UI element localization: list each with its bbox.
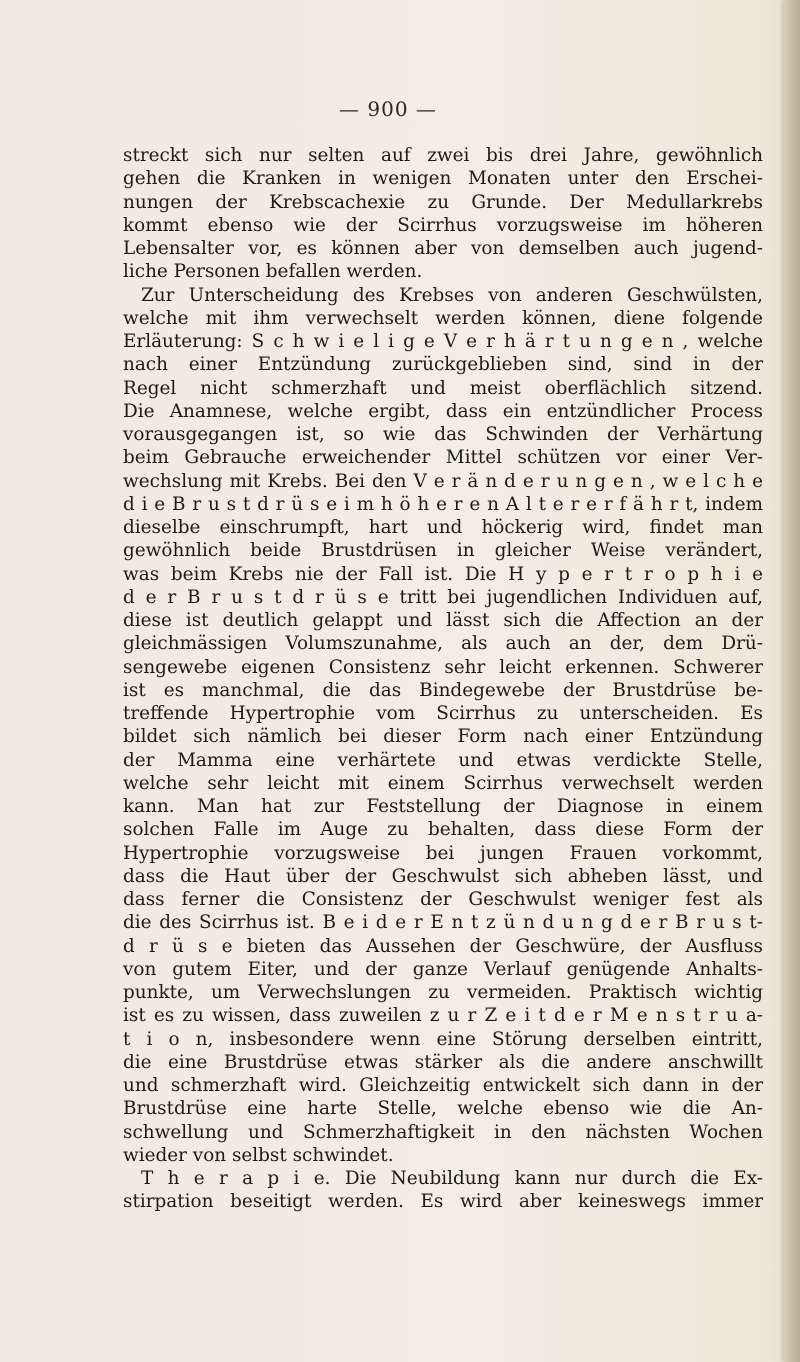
text-line: der Mamma eine verhärtete und etwas verdickte Stelle, (123, 749, 763, 771)
text-line: solchen Falle im Auge zu behalten, dass diese Form der (123, 819, 763, 841)
text-line: gewöhnlich beide Brustdrüsen in gleicher Weise verändert, (123, 540, 763, 562)
text-line: Die Anamnese, welche ergibt, dass ein entzündlicher Process (123, 400, 763, 422)
body-text (123, 144, 763, 1214)
page-number: — 900 — (339, 97, 437, 121)
text-line: ist es zu wissen, dass zuweilen z u r Z e i t d e r M e n s t r u a- (123, 1005, 763, 1027)
text-line: welche mit ihm verwechselt werden können, diene folgende (123, 307, 763, 329)
text-line: von gutem Eiter, und der ganze Verlauf genügende Anhalts- (123, 958, 763, 980)
text-line: und schmerzhaft wird. Gleichzeitig entwickelt sich dann in der (123, 1075, 763, 1096)
text-line: dass die Haut über der Geschwulst sich abheben lässt, und (123, 865, 763, 887)
text-line: t i o n, insbesondere wenn eine Störung derselben eintritt, (123, 1028, 763, 1050)
text-line: Lebensalter vor, es können aber von demselben auch jugend- (123, 238, 763, 259)
text-line: welche sehr leicht mit einem Scirrhus verwechselt werden (123, 772, 763, 794)
text-line: beim Gebrauche erweichender Mittel schützen vor einer Ver- (123, 447, 763, 469)
text-line: stirpation beseitigt werden. Es wird aber keineswegs immer (123, 1191, 763, 1213)
text-line: dieselbe einschrumpft, hart und höckerig wird, findet man (123, 517, 763, 538)
text-line: treffende Hypertrophie vom Scirrhus zu unterscheiden. Es (123, 703, 763, 724)
text-line: nungen der Krebscachexie zu Grunde. Der Medullarkrebs (123, 191, 763, 213)
text-line: schwellung und Schmerzhaftigkeit in den nächsten Wochen (123, 1121, 763, 1143)
text-line: diese ist deutlich gelappt und lässt sich die Affection an der (123, 610, 763, 631)
text-line: sengewebe eigenen Consistenz sehr leicht erkennen. Schwerer (123, 656, 763, 678)
page-edge (784, 0, 800, 1362)
text-line: Regel nicht schmerzhaft und meist oberflächlich sitzend. (123, 377, 763, 399)
text-line: Erläuterung: S c h w i e l i g e V e r h ä r t u n g e n , welche (123, 331, 763, 352)
text-line: was beim Krebs nie der Fall ist. Die H y p e r t r o p h i e (123, 563, 763, 585)
text-line: dass ferner die Consistenz der Geschwulst weniger fest als (123, 889, 763, 910)
text-line: die des Scirrhus ist. B e i d e r E n t z ü n d u n g d e r B r u s t- (123, 912, 763, 934)
text-line: streckt sich nur selten auf zwei bis drei Jahre, gewöhnlich (123, 145, 763, 166)
text-line: d e r B r u s t d r ü s e tritt bei jugendlichen Individuen auf, (123, 586, 763, 608)
text-line: vorausgegangen ist, so wie das Schwinden der Verhärtung (123, 424, 763, 445)
text-line: punkte, um Verwechslungen zu vermeiden. Praktisch wichtig (123, 982, 763, 1003)
text-line: d r ü s e bieten das Aussehen der Geschwüre, der Ausfluss (123, 935, 763, 957)
text-line: Zur Unterscheidung des Krebses von anderen Geschwülsten, (141, 284, 763, 306)
text-line: Brustdrüse eine harte Stelle, welche ebenso wie die An- (123, 1098, 763, 1120)
text-line: T h e r a p i e. Die Neubildung kann nur durch die Ex- (141, 1168, 763, 1189)
text-line: d i e B r u s t d r ü s e i m h ö h e r e n A l t e r e r f ä h r t, indem (123, 493, 763, 515)
text-line: Hypertrophie vorzugsweise bei jungen Frauen vorkommt, (123, 842, 763, 864)
text-line: liche Personen befallen werden. (123, 261, 423, 283)
text-line: wechslung mit Krebs. Bei den V e r ä n d e r u n g e n , w e l c h e (123, 470, 763, 492)
text-line: gleichmässigen Volumszunahme, als auch an der, dem Drü- (123, 633, 763, 655)
text-line: nach einer Entzündung zurückgeblieben sind, sind in der (123, 354, 763, 376)
text-line: ist es manchmal, die das Bindegewebe der Brustdrüse be- (123, 679, 763, 701)
text-line: wieder von selbst schwindet. (123, 1144, 394, 1166)
text-line: die eine Brustdrüse etwas stärker als die andere anschwillt (123, 1051, 763, 1073)
text-line: gehen die Kranken in wenigen Monaten unter den Erschei- (123, 168, 763, 190)
text-line: kann. Man hat zur Feststellung der Diagnose in einem (123, 796, 763, 817)
text-line: kommt ebenso wie der Scirrhus vorzugsweise im höheren (123, 214, 763, 236)
text-line: bildet sich nämlich bei dieser Form nach einer Entzündung (123, 726, 763, 748)
